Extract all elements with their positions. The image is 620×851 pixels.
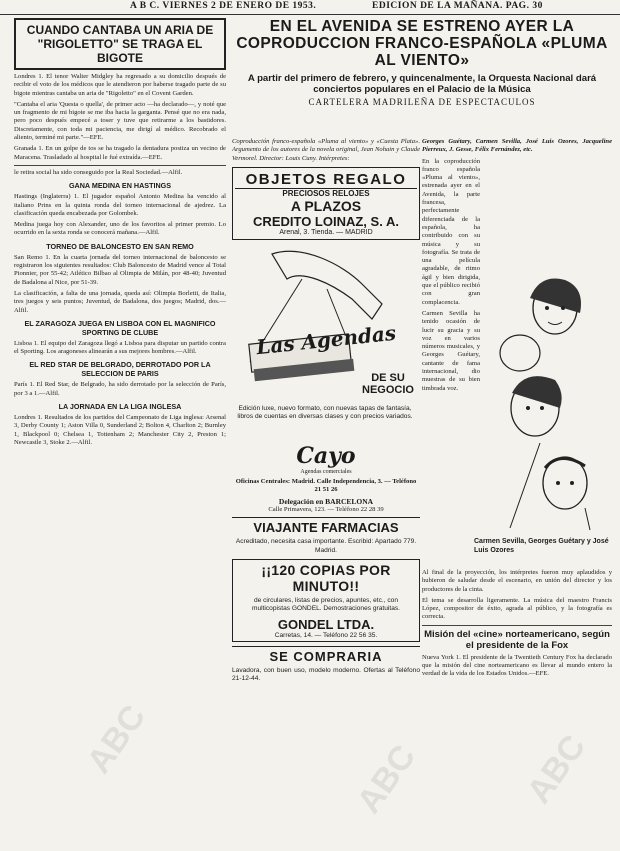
ad-title: VIAJANTE FARMACIAS [253,520,399,536]
ad-subtitle: PRECIOSOS RELOJES [282,188,370,198]
header-date: A B C. VIERNES 2 DE ENERO DE 1953. [130,1,317,11]
film-cast: Georges Guétary, Carmen Sevilla, José Luis Ozores, Jacqueline Pierreux, J. Gesse, Félix Fernández, etc. [422,138,612,154]
fox-headline: Misión del «cine» norteamericano, según el presidente de la Fox [424,628,610,651]
rigoletto-headline: CUANDO CANTABA UN ARIA DE "RIGOLETTO" SE TRAGA EL BIGOTE [14,18,226,70]
section-heading: EL ZARAGOZA JUEGA EN LISBOA CON EL MAGNIFICO SPORTING DE CLUBE [24,318,216,337]
ad-gondel [232,559,420,642]
divider [422,625,612,626]
main-headline: EN EL AVENIDA SE ESTRENO AYER LA COPRODUCCION FRANCO-ESPAÑOLA «PLUMA AL VIENTO» [236,18,608,69]
ad-plazos: A PLAZOS [290,197,362,214]
caricature-caption: Carmen Sevilla, Georges Guétary y José Luis Ozores [474,538,609,554]
section-heading: GANA MEDINA EN HASTINGS [68,181,172,191]
ad-title: OBJETOS REGALO [235,171,417,189]
archive-watermark: ABC [79,698,154,781]
article-paragraph: Lisboa 1. El equipo del Zaragoza llegó a Lisboa para disputar un partido contra el Sporting. Los aragoneses alinearán a sus mejores hombres.—Alfil. [14,339,226,356]
section-heading: TORNEO DE BALONCESTO EN SAN REMO [46,241,194,251]
article-paragraph: Medina juega hoy con Alexander, uno de los favoritos al primer premio. Lo ocurrido en la sexta ronda se conocerá mañana.—Alfil. [14,221,226,237]
cayo-delegation: Delegación en BARCELONA [278,497,374,507]
article-paragraph: París 1. El Red Star, de Belgrado, ha sido derrotado por la selección de París, por 3 a 1.—Alfil. [14,381,226,397]
ad-text: Acreditado, necesita casa importante. Escribid: Apartado 779. Madrid. [235,538,417,554]
agendas-text: Edición luxe, nuevo formato, con nuevas tapas de fantasía, libros de cuentas en diversas clases y con precios variados. [237,404,413,421]
ad-address: Arenal, 3. Tienda. — MADRID [279,228,373,236]
cayo-office: Oficinas Centrales: Madrid. Calle Independencia, 3. — Teléfono 21 51 26 [235,477,417,494]
main-story-header [232,18,612,111]
ad-title: ¡¡120 COPIAS POR MINUTO!! [261,562,391,595]
review-paragraph: Carmen Sevilla ha tenido ocasión de lucir su gracia y su voz en varios números musicales, y Georges Guétary, cantante de fama internacional, dio muestras de su bien timbrada voz. [422,309,480,392]
article-paragraph: Granada 1. En un golpe de tos se ha tragado la dentadura postiza un vecino de Maracena. Trasladado al hospital le fué extraída.—EFE. [14,145,226,161]
ad-se-compraria [232,646,420,684]
cayo-delegation-address: Calle Primavera, 123. — Teléfono 22 28 39 [268,506,384,514]
review-paragraph: Al final de la proyección, los intérpretes fueron muy aplaudidos y hubieron de saludar desde el escenario, en unión del director y los productores de la cinta. [422,569,612,593]
main-deck: A partir del primero de febrero, y quincenalmente, la Orquesta Nacional dará conciertos populares en el Palacio de la Música [247,73,597,95]
archive-watermark: ABC [349,738,424,821]
section-heading: LA JORNADA EN LA LIGA INGLESA [58,402,182,412]
ad-agendas [232,244,420,439]
article-paragraph: le retira social ha sido conseguido por la Real Sociedad.—Alfil. [14,168,183,176]
cayo-logo: Cayo [296,442,356,469]
fox-paragraph: Nueva York 1. El presidente de la Twentieth Century Fox ha declarado que la misión del cine norteamericano es llevar al mundo entero la verdad de la vida de los Estados Unidos.—EFE. [422,653,612,678]
review-paragraph: El tema se desarrolla ligeramente. La música del maestro Francis López, compositor de éxito, agrada al público, y la fotografía es correcta. [422,596,612,621]
article-paragraph: Londres 1. Resultados de los partidos del Campeonato de Liga inglesa: Arsenal 3, Derby County 1; Aston Villa 0, Sunderland 2; Bolton 4, Charlton 2; Burnley 1, Blackpool 0; Chelsea 1, Tottenham 2; Manchester City 2, Preston 1; Newcastle 3, Stoke 2.—Alfil. [14,414,226,446]
article-paragraph: La clasificación, a falta de una jornada, queda así: Olimpia Borletti, de Italia, tres juegos y seis puntos; Juventud, de Badalona, dos juegos; Madrid, dos.—Alfil. [14,289,226,314]
ad-title: SE COMPRARIA [269,648,383,664]
ad-company: GONDEL LTDA. [277,616,375,632]
ad-company: CREDITO LOINAZ, S. A. [253,213,399,229]
article-paragraph: Hastings (Inglaterra) 1. El jugador español Antonio Medina ha vencido al italiano Prins en la quinta ronda del torneo internacional de ajedrez. La clasificación queda encabezada por Golombek. [14,193,226,217]
ad-credito-loinaz [232,167,420,240]
ad-text: de circulares, listas de precios, apuntes, etc., con multicopistas GONDEL. Demostraciones gratuitas. [251,597,401,613]
review-text-block [422,158,480,393]
agendas-script: Las Agendas [255,320,398,360]
agendas-tag: DE SU NEGOCIO [362,371,414,396]
article-paragraph: San Remo 1. En la cuarta jornada del torneo internacional de baloncesto se registraron los siguientes resultados: Club Baloncesto de Madrid vence al Total Pionnier, por 55-42; Atlético Bilbao al Olimpia de Milán, por 48-40; Juventud de Badalona al Nice, por 51-39. [14,253,226,286]
right-column-lower [422,566,612,844]
article-paragraph: Londres 1. El tenor Walter Midgley ha regresado a su domicilio después de recibir el voto de los médicos que le atendieron por haberse tragado parte de su bigote mientras cantaba un aria de "Rigoletto" en el Covent Garden. [14,73,226,97]
cayo-logo-sub: Agendas comerciales [300,468,352,475]
divider [14,165,226,166]
header-edition: EDICION DE LA MAÑANA. PAG. 30 [372,1,543,11]
article-paragraph: "Cantaba el aria 'Questa o quella', de primer acto —ha declarado—, y noté que un fragmento de mi bigote se me iba hacia la garganta. Pensé que no era nada, pero poco después empecé a toser y tuve que retirarme a los bastidores. Discretamente, con toda mi paciencia, me dirigí al médico. Recobrado el aliento, terminé mi parte."—EFE. [14,100,226,142]
caricature-illustration [480,268,610,538]
page-header [0,0,620,15]
ad-viajante [232,517,420,555]
cartelera-heading: CARTELERA MADRILEÑA DE ESPECTACULOS [308,97,536,107]
ad-address: Carretas, 14. — Teléfono 22 56 35. [274,631,378,639]
ad-text: Lavadora, con buen uso, modelo moderno. Ofertas al Teléfono 21-12-44. [232,666,420,682]
review-paragraph: En la coproducción franco española «Pluma al viento», estrenada ayer en el Avenida, la parte francesa, perfectamente diferenciada de la española, ha contribuido con su música y su fotografía. Se trata de una película agradable, de ritmo ágil y bien dirigida, que el público recibió con gran complacencia. [422,157,480,306]
section-heading: EL RED STAR DE BELGRADO, DERROTADO POR LA SELECCION DE PARIS [29,360,211,379]
archive-watermark: ABC [519,728,594,811]
cayo-logo-block [232,443,420,514]
film-credits: Coproducción franco-española «Pluma al viento» y «Cuesta Plata». Argumento de los autores de la novela original, Jean Nohain y Claude Vermorel. Director: Louis Cuny. Intérpretes: [232,138,420,162]
